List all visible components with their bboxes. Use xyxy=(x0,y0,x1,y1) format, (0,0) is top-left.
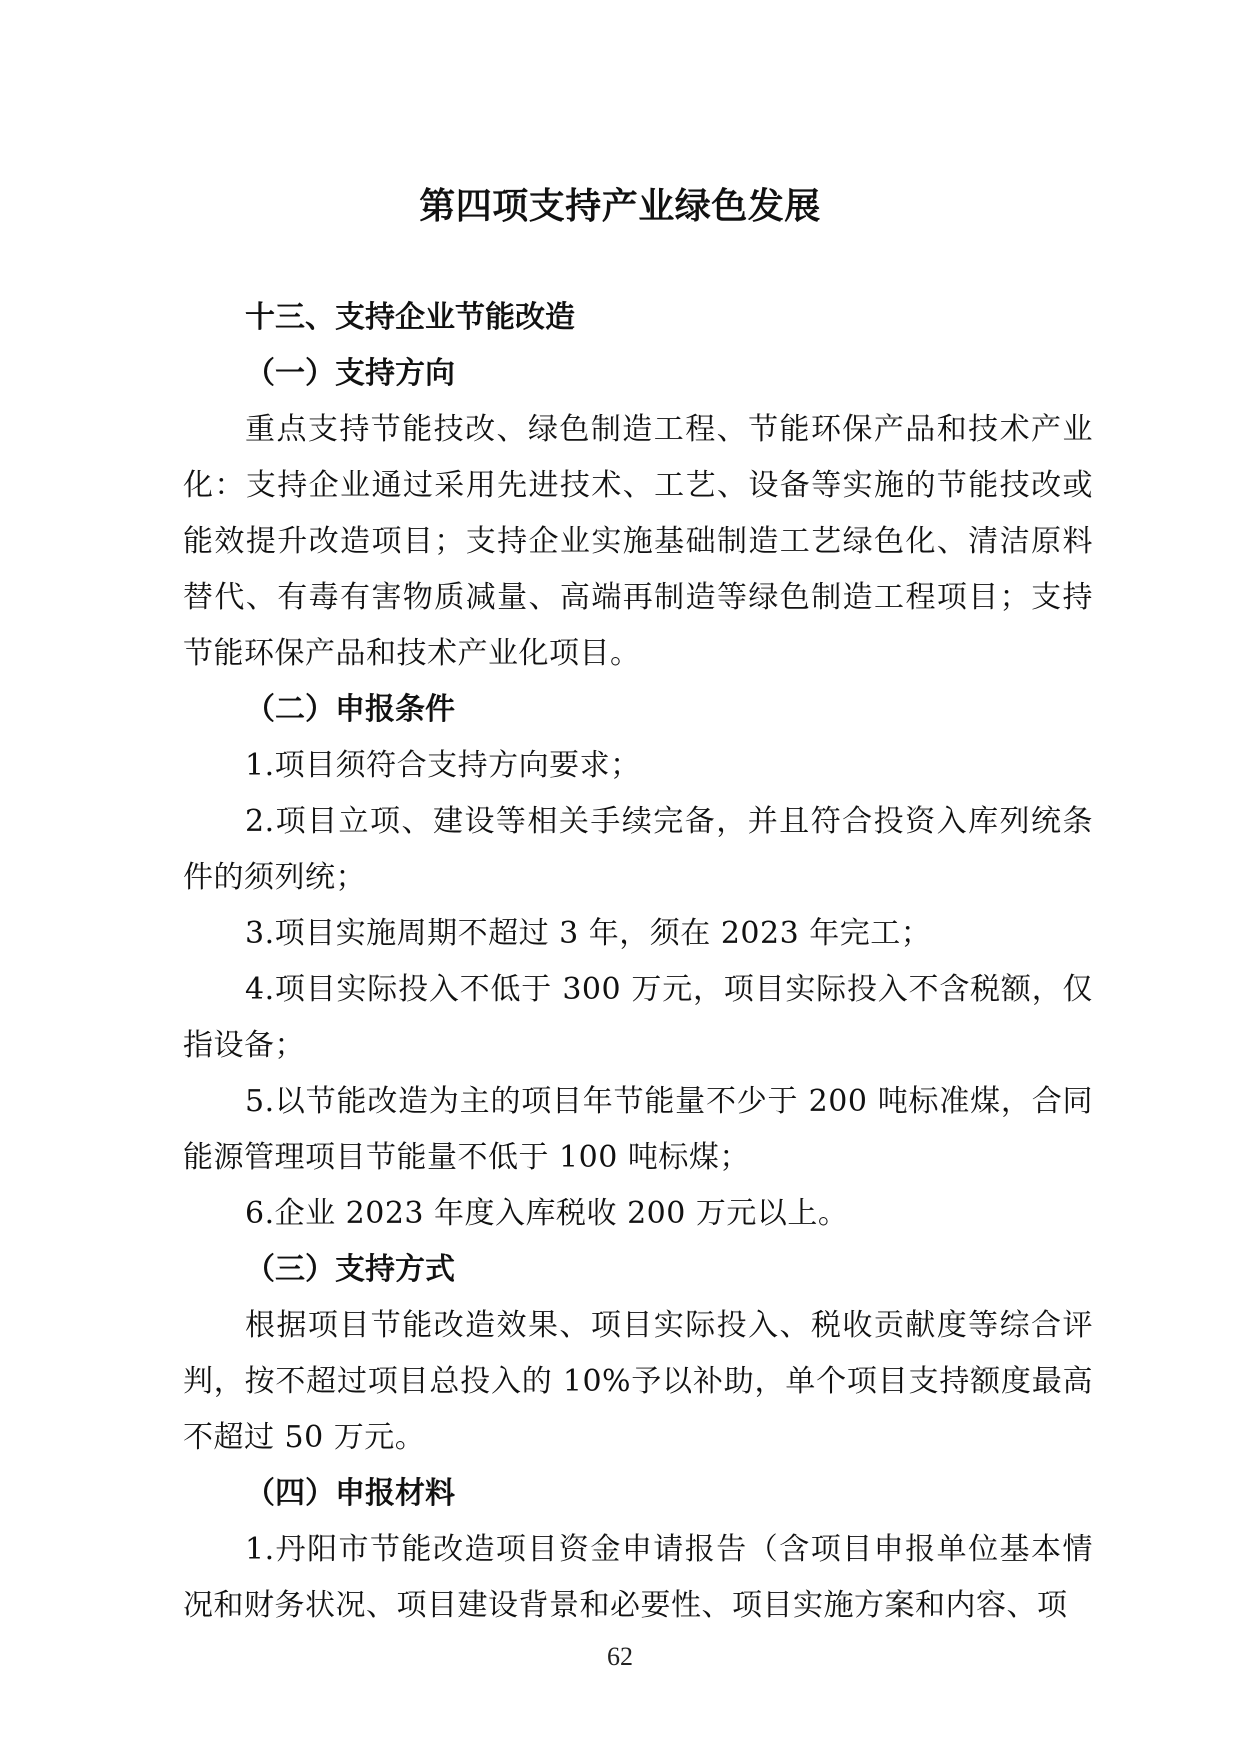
document-body xyxy=(183,290,1093,1634)
condition-item-2: 2.项目立项、建设等相关手续完备，并且符合投资入库列统条件的须列统； xyxy=(183,804,1093,895)
condition-item-1: 1.项目须符合支持方向要求； xyxy=(245,748,641,783)
subsection-heading-direction: （一）支持方向 xyxy=(245,356,455,391)
subsection-heading-method: （三）支持方式 xyxy=(245,1252,455,1287)
condition-item-3: 3.项目实施周期不超过 3 年，须在 2023 年完工； xyxy=(245,916,932,951)
condition-item-5: 5.以节能改造为主的项目年节能量不少于 200 吨标准煤，合同能源管理项目节能量不低于 100 吨标煤； xyxy=(183,1084,1093,1175)
subsection-heading-materials: （四）申报材料 xyxy=(245,1476,455,1511)
section-heading: 十三、支持企业节能改造 xyxy=(245,300,575,335)
page-title: 第四项支持产业绿色发展 xyxy=(419,186,821,227)
page-number: 62 xyxy=(607,1642,633,1671)
condition-item-6: 6.企业 2023 年度入库税收 200 万元以上。 xyxy=(245,1196,849,1231)
condition-item-4: 4.项目实际投入不低于 300 万元，项目实际投入不含税额，仅指设备； xyxy=(183,972,1093,1063)
paragraph-direction: 重点支持节能技改、绿色制造工程、节能环保产品和技术产业化：支持企业通过采用先进技术、工艺、设备等实施的节能技改或能效提升改造项目；支持企业实施基础制造工艺绿色化、清洁原料替代、有毒有害物质减量、高端再制造等绿色制造工程项目；支持节能环保产品和技术产业化项目。 xyxy=(183,412,1093,671)
subsection-heading-conditions: （二）申报条件 xyxy=(245,692,455,727)
paragraph-method: 根据项目节能改造效果、项目实际投入、税收贡献度等综合评判，按不超过项目总投入的 10%予以补助，单个项目支持额度最高不超过 50 万元。 xyxy=(183,1308,1093,1455)
materials-item-1: 1.丹阳市节能改造项目资金申请报告（含项目申报单位基本情况和财务状况、项目建设背景和必要性、项目实施方案和内容、项 xyxy=(183,1532,1093,1623)
